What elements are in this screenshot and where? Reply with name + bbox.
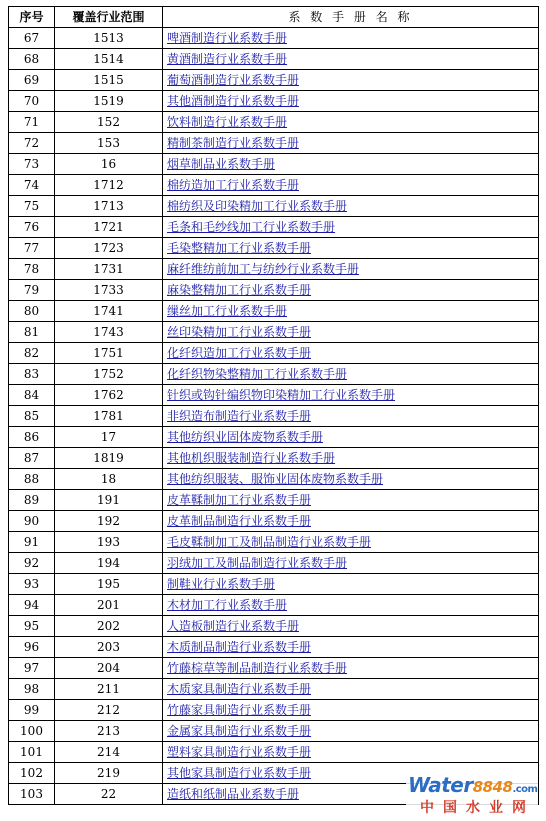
row-industry-code: 219 (55, 763, 163, 784)
table-row (9, 637, 539, 658)
row-index: 85 (9, 406, 55, 427)
manual-link[interactable]: 毛条和毛纱线加工行业系数手册 (167, 220, 336, 234)
row-industry-code: 152 (55, 112, 163, 133)
row-manual-name-cell (163, 616, 539, 637)
row-index: 90 (9, 511, 55, 532)
row-index: 78 (9, 259, 55, 280)
manual-link[interactable]: 塑料家具制造行业系数手册 (167, 745, 312, 759)
coefficient-manual-table-container (8, 6, 538, 805)
row-manual-name-cell (163, 469, 539, 490)
manual-link[interactable]: 羽绒加工及制品制造行业系数手册 (167, 556, 348, 570)
row-index: 79 (9, 280, 55, 301)
manual-link[interactable]: 麻染整精加工行业系数手册 (167, 283, 312, 297)
table-row (9, 175, 539, 196)
table-row (9, 721, 539, 742)
manual-link[interactable]: 啤酒制造行业系数手册 (167, 31, 288, 45)
manual-link[interactable]: 毛染整精加工行业系数手册 (167, 241, 312, 255)
row-industry-code: 195 (55, 574, 163, 595)
table-row (9, 343, 539, 364)
row-index: 99 (9, 700, 55, 721)
site-watermark (406, 773, 538, 817)
table-row (9, 700, 539, 721)
row-manual-name-cell (163, 511, 539, 532)
table-row (9, 742, 539, 763)
row-manual-name-cell (163, 28, 539, 49)
table-row (9, 532, 539, 553)
manual-link[interactable]: 木质家具制造行业系数手册 (167, 682, 312, 696)
manual-link[interactable]: 化纤织物染整精加工行业系数手册 (167, 367, 348, 381)
row-manual-name-cell (163, 364, 539, 385)
table-row (9, 616, 539, 637)
row-index: 83 (9, 364, 55, 385)
row-industry-code: 1751 (55, 343, 163, 364)
manual-link[interactable]: 人造板制造行业系数手册 (167, 619, 300, 633)
table-row (9, 49, 539, 70)
row-index: 95 (9, 616, 55, 637)
manual-link[interactable]: 丝印染精加工行业系数手册 (167, 325, 312, 339)
row-manual-name-cell (163, 280, 539, 301)
row-index: 92 (9, 553, 55, 574)
table-body (9, 28, 539, 805)
row-industry-code: 16 (55, 154, 163, 175)
row-manual-name-cell (163, 112, 539, 133)
manual-link[interactable]: 精制茶制造行业系数手册 (167, 136, 300, 150)
header-index: 序号 (9, 7, 55, 28)
row-industry-code: 1513 (55, 28, 163, 49)
row-index: 96 (9, 637, 55, 658)
row-index: 84 (9, 385, 55, 406)
row-manual-name-cell (163, 679, 539, 700)
row-index: 86 (9, 427, 55, 448)
row-manual-name-cell (163, 175, 539, 196)
logo-num: 8848 (472, 778, 513, 796)
manual-link[interactable]: 针织或钩针编织物印染精加工行业系数手册 (167, 388, 396, 402)
row-industry-code: 201 (55, 595, 163, 616)
row-manual-name-cell (163, 154, 539, 175)
row-manual-name-cell (163, 301, 539, 322)
row-index: 100 (9, 721, 55, 742)
table-row (9, 154, 539, 175)
table-row (9, 658, 539, 679)
table-row (9, 448, 539, 469)
row-manual-name-cell (163, 532, 539, 553)
table-row (9, 196, 539, 217)
logo-main: Water (408, 773, 473, 797)
table-row (9, 91, 539, 112)
row-industry-code: 203 (55, 637, 163, 658)
row-manual-name-cell (163, 595, 539, 616)
row-index: 73 (9, 154, 55, 175)
row-industry-code: 1819 (55, 448, 163, 469)
manual-link[interactable]: 其他纺织服装、服饰业固体废物系数手册 (167, 472, 384, 486)
row-manual-name-cell (163, 385, 539, 406)
row-index: 76 (9, 217, 55, 238)
row-index: 82 (9, 343, 55, 364)
manual-link[interactable]: 麻纤维纺前加工与纺纱行业系数手册 (167, 262, 360, 276)
watermark-subtitle: 中国水业网 (420, 800, 535, 816)
manual-link[interactable]: 造纸和纸制品业系数手册 (167, 787, 300, 801)
row-industry-code: 1723 (55, 238, 163, 259)
manual-link[interactable]: 其他家具制造行业系数手册 (167, 766, 312, 780)
row-index: 67 (9, 28, 55, 49)
manual-link[interactable]: 毛皮鞣制加工及制品制造行业系数手册 (167, 535, 372, 549)
row-industry-code: 213 (55, 721, 163, 742)
row-manual-name-cell (163, 406, 539, 427)
row-manual-name-cell (163, 721, 539, 742)
header-name: 系 数 手 册 名 称 (163, 7, 539, 28)
table-row (9, 406, 539, 427)
manual-link[interactable]: 金属家具制造行业系数手册 (167, 724, 312, 738)
manual-link[interactable]: 木质制品制造行业系数手册 (167, 640, 312, 654)
row-index: 69 (9, 70, 55, 91)
row-industry-code: 1712 (55, 175, 163, 196)
table-row (9, 490, 539, 511)
table-row (9, 322, 539, 343)
manual-link[interactable]: 非织造布制造行业系数手册 (167, 409, 312, 423)
row-index: 88 (9, 469, 55, 490)
row-industry-code: 211 (55, 679, 163, 700)
row-manual-name-cell (163, 658, 539, 679)
row-manual-name-cell (163, 343, 539, 364)
row-manual-name-cell (163, 238, 539, 259)
table-row (9, 301, 539, 322)
row-industry-code: 194 (55, 553, 163, 574)
manual-link[interactable]: 竹藤棕草等制品制造行业系数手册 (167, 661, 348, 675)
row-industry-code: 212 (55, 700, 163, 721)
row-industry-code: 1743 (55, 322, 163, 343)
row-industry-code: 1781 (55, 406, 163, 427)
row-manual-name-cell (163, 553, 539, 574)
logo-tld: .com (512, 784, 538, 795)
row-manual-name-cell (163, 49, 539, 70)
row-index: 94 (9, 595, 55, 616)
row-industry-code: 153 (55, 133, 163, 154)
row-industry-code: 18 (55, 469, 163, 490)
row-industry-code: 1713 (55, 196, 163, 217)
row-index: 80 (9, 301, 55, 322)
row-industry-code: 1741 (55, 301, 163, 322)
row-industry-code: 204 (55, 658, 163, 679)
table-row (9, 364, 539, 385)
row-manual-name-cell (163, 217, 539, 238)
row-index: 70 (9, 91, 55, 112)
manual-link[interactable]: 皮革鞣制加工行业系数手册 (167, 493, 312, 507)
manual-link[interactable]: 其他酒制造行业系数手册 (167, 94, 300, 108)
table-row (9, 385, 539, 406)
row-manual-name-cell (163, 70, 539, 91)
row-manual-name-cell (163, 700, 539, 721)
row-industry-code: 1514 (55, 49, 163, 70)
row-index: 68 (9, 49, 55, 70)
row-industry-code: 1519 (55, 91, 163, 112)
table-row (9, 112, 539, 133)
manual-link[interactable]: 葡萄酒制造行业系数手册 (167, 73, 300, 87)
manual-link[interactable]: 烟草制品业系数手册 (167, 157, 276, 171)
row-manual-name-cell (163, 742, 539, 763)
manual-link[interactable]: 其他纺织业固体废物系数手册 (167, 430, 324, 444)
row-manual-name-cell (163, 637, 539, 658)
row-index: 75 (9, 196, 55, 217)
row-index: 89 (9, 490, 55, 511)
row-index: 93 (9, 574, 55, 595)
table-row (9, 70, 539, 91)
table-row (9, 574, 539, 595)
row-manual-name-cell (163, 196, 539, 217)
row-index: 101 (9, 742, 55, 763)
row-index: 97 (9, 658, 55, 679)
manual-link[interactable]: 皮革制品制造行业系数手册 (167, 514, 312, 528)
row-manual-name-cell (163, 574, 539, 595)
table-row (9, 280, 539, 301)
manual-link[interactable]: 黄酒制造行业系数手册 (167, 52, 288, 66)
row-manual-name-cell (163, 448, 539, 469)
manual-link[interactable]: 化纤织造加工行业系数手册 (167, 346, 312, 360)
row-index: 102 (9, 763, 55, 784)
table-row (9, 595, 539, 616)
row-industry-code: 191 (55, 490, 163, 511)
row-industry-code: 17 (55, 427, 163, 448)
row-manual-name-cell (163, 91, 539, 112)
table-row (9, 511, 539, 532)
table-row (9, 217, 539, 238)
table-row (9, 469, 539, 490)
table-header-row (9, 7, 539, 28)
header-code: 覆盖行业范围 (55, 7, 163, 28)
manual-link[interactable]: 棉纺织及印染精加工行业系数手册 (167, 199, 348, 213)
row-manual-name-cell (163, 322, 539, 343)
row-industry-code: 22 (55, 784, 163, 805)
row-manual-name-cell (163, 133, 539, 154)
row-manual-name-cell (163, 490, 539, 511)
table-row (9, 259, 539, 280)
manual-link[interactable]: 饮料制造行业系数手册 (167, 115, 288, 129)
row-industry-code: 1721 (55, 217, 163, 238)
row-industry-code: 193 (55, 532, 163, 553)
row-industry-code: 1733 (55, 280, 163, 301)
row-industry-code: 1731 (55, 259, 163, 280)
row-industry-code: 1515 (55, 70, 163, 91)
manual-link[interactable]: 缫丝加工行业系数手册 (167, 304, 288, 318)
table-row (9, 133, 539, 154)
table-row (9, 28, 539, 49)
row-manual-name-cell (163, 259, 539, 280)
manual-link[interactable]: 制鞋业行业系数手册 (167, 577, 276, 591)
manual-link[interactable]: 竹藤家具制造行业系数手册 (167, 703, 312, 717)
table-row (9, 679, 539, 700)
row-index: 98 (9, 679, 55, 700)
table-row (9, 427, 539, 448)
row-index: 103 (9, 784, 55, 805)
row-industry-code: 1762 (55, 385, 163, 406)
row-index: 77 (9, 238, 55, 259)
row-manual-name-cell (163, 427, 539, 448)
row-industry-code: 214 (55, 742, 163, 763)
table-row (9, 238, 539, 259)
row-index: 72 (9, 133, 55, 154)
manual-link[interactable]: 其他机织服装制造行业系数手册 (167, 451, 336, 465)
manual-link[interactable]: 木材加工行业系数手册 (167, 598, 288, 612)
row-index: 74 (9, 175, 55, 196)
row-index: 81 (9, 322, 55, 343)
row-index: 71 (9, 112, 55, 133)
coefficient-manual-table (8, 6, 539, 805)
row-industry-code: 202 (55, 616, 163, 637)
row-industry-code: 192 (55, 511, 163, 532)
row-industry-code: 1752 (55, 364, 163, 385)
row-index: 91 (9, 532, 55, 553)
watermark-logo (408, 773, 537, 797)
table-row (9, 553, 539, 574)
row-index: 87 (9, 448, 55, 469)
manual-link[interactable]: 棉纺造加工行业系数手册 (167, 178, 300, 192)
